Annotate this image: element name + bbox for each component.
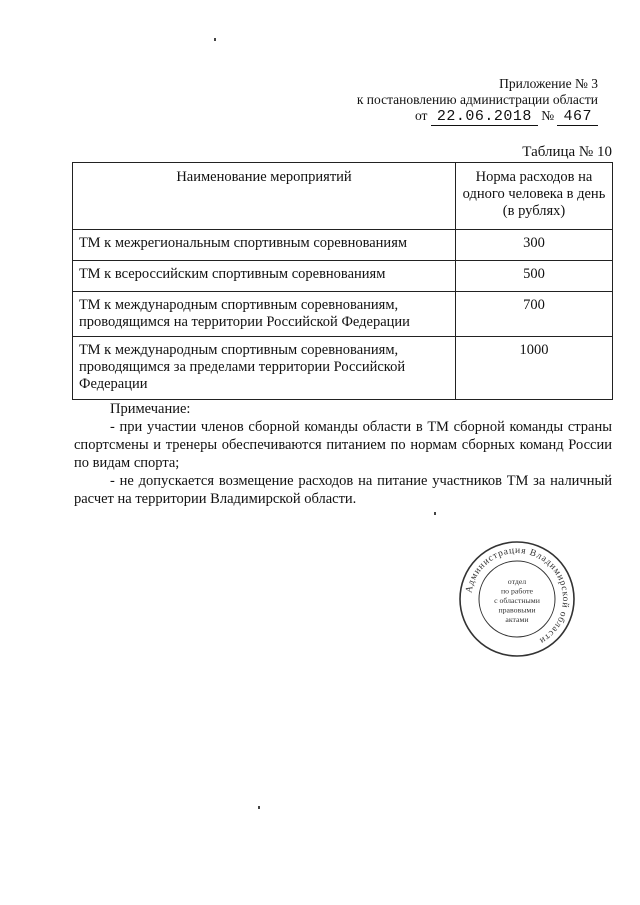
stamp-seal-graphic [458, 540, 576, 658]
norm-value-cell: 1000 [456, 337, 613, 400]
scan-speck [258, 806, 260, 809]
table-row [73, 292, 613, 337]
table-row [73, 337, 613, 400]
norm-value-cell: 300 [456, 230, 613, 261]
notes-section [74, 400, 612, 508]
column-header-event: Наименование мероприятий [73, 163, 456, 230]
resolution-date: 22.06.2018 [431, 108, 538, 126]
stamp-inner-line: отдел [507, 577, 527, 586]
note-item: - при участии членов сборной команды области в ТМ сборной команды страны спортсмены и тренеры обеспечиваются питанием по нормам сборных команд России по видам спорта; [74, 419, 612, 471]
stamp-inner-line: актами [505, 615, 529, 624]
norms-table [72, 162, 613, 400]
norm-value-cell: 500 [456, 261, 613, 292]
svg-text:Администрация Владимирской обл: Администрация Владимирской области [464, 545, 571, 646]
resolution-number: 467 [557, 108, 598, 126]
number-prefix: № [541, 108, 555, 123]
note-item: - не допускается возмещение расходов на питание участников ТМ за наличный расчет на территории Владимирской области. [74, 473, 612, 507]
resolution-reference: к постановлению администрации области [356, 92, 598, 107]
stamp-inner-line: с областными [494, 596, 540, 605]
event-name-cell: ТМ к межрегиональным спортивным соревнованиям [73, 230, 456, 261]
scan-speck [214, 38, 216, 41]
scan-speck [434, 512, 436, 515]
table-row [73, 230, 613, 261]
table-header-row [73, 163, 613, 230]
notes-title: Примечание: [110, 401, 191, 417]
stamp-inner-line: по работе [500, 586, 534, 596]
stamp-inner-line: правовыми [498, 605, 536, 615]
table-caption: Таблица № 10 [522, 144, 612, 160]
event-name-cell: ТМ к международным спортивным соревнованиям, проводящимся за пределами территории Российской Федерации [73, 337, 456, 400]
norm-value-cell: 700 [456, 292, 613, 337]
date-prefix: от [414, 108, 428, 123]
event-name-cell: ТМ к всероссийским спортивным соревнованиям [73, 261, 456, 292]
document-header [357, 76, 598, 125]
table-row [73, 261, 613, 292]
official-stamp [458, 540, 576, 658]
column-header-norm: Норма расходов на одного человека в день (в рублях) [456, 163, 613, 230]
date-number-line [357, 108, 598, 125]
appendix-label: Приложение № 3 [499, 76, 598, 91]
event-name-cell: ТМ к международным спортивным соревнованиям, проводящимся на территории Российской Федерации [73, 292, 456, 337]
